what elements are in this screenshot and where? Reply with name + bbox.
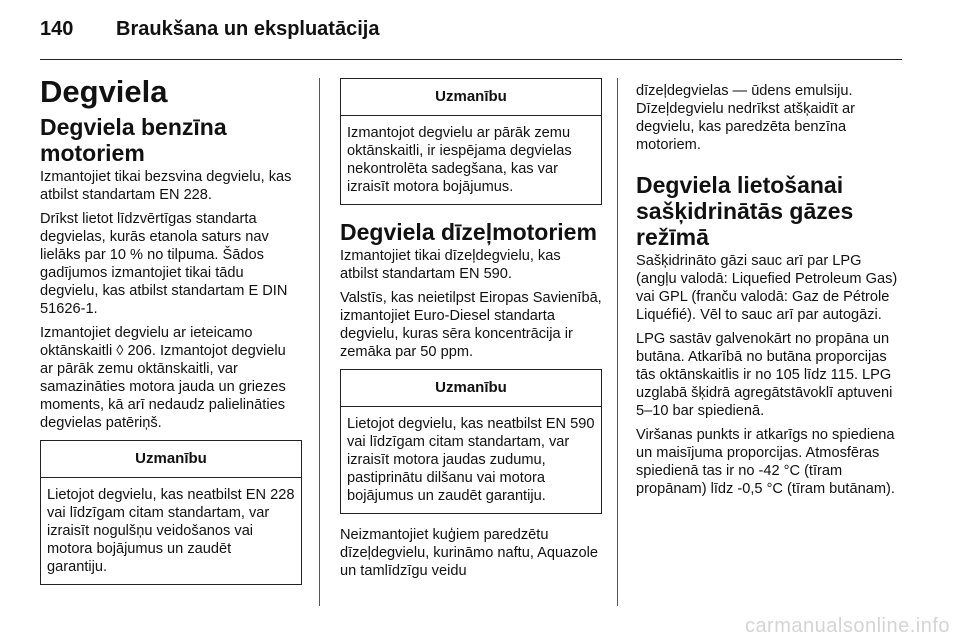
section-heading-lpg: Degviela lietošanai sašķidrinātās gāzes režīmā — [636, 172, 854, 250]
paragraph: Valstīs, kas neietilpst Eiropas Savienībā, izmantojiet Euro-Diesel standarta degvielu, kuras sēra koncentrācija ir zemāka par 50 ppm. — [340, 290, 602, 360]
chapter-title: Degviela — [40, 74, 168, 109]
column-divider-2 — [617, 78, 618, 606]
notice-title: Uzmanību — [41, 441, 301, 478]
column-3 — [636, 82, 898, 504]
notice-box — [340, 78, 602, 205]
paragraph: Izmantojiet tikai bezsvina degvielu, kas atbilst standartam EN 228. — [40, 169, 292, 203]
notice-box — [40, 440, 302, 585]
watermark: carmanualsonline.info — [744, 615, 950, 637]
notice-text: Lietojot degvielu, kas neatbilst EN 590 vai līdzīgam citam standartam, var izraisīt motora jaudas zudumu, pastiprinātu dilšanu vai motora bojājumus un zaudēt garantiju. — [347, 416, 595, 504]
paragraph: LPG sastāv galvenokārt no propāna un butāna. Atkarībā no butāna proporcijas tās oktānskaitlis ir no 105 līdz 115. LPG uzglabā šķidrā agregātstāvoklī aptuveni 5–10 bar spiedienā. — [636, 331, 893, 419]
notice-title: Uzmanību — [341, 370, 601, 407]
section-title: Braukšana un ekspluatācija — [116, 18, 380, 40]
paragraph: Viršanas punkts ir atkarīgs no spiediena un maisījuma proporcijas. Atmosfēras spiedienā tas ir no -42 °C (tīram propānam) līdz -0,5 °C (tīram butānam). — [636, 427, 895, 497]
header-rule — [40, 59, 902, 60]
page-header — [40, 18, 379, 41]
section-heading-petrol: Degviela benzīna motoriem — [40, 114, 227, 166]
paragraph: Drīkst lietot līdzvērtīgas standarta degvielas, kurās etanola saturs nav lielāks par 10 % no tilpuma. Šādos gadījumos izmantojiet tikai tādu degvielu, kas atbilst standartam E DIN 51626-1. — [40, 211, 288, 317]
notice-box — [340, 369, 602, 514]
paragraph: Sašķidrināto gāzi sauc arī par LPG (angļu valodā: Liquefied Petroleum Gas) vai GPL (franču valodā: Gaz de Pétrole Liquéfié). Vēl to sauc arī par autogāzi. — [636, 253, 898, 323]
paragraph: Izmantojiet tikai dīzeļdegvielu, kas atbilst standartam EN 590. — [340, 248, 561, 282]
notice-text: Izmantojot degvielu ar pārāk zemu oktānskaitli, ir iespējama degvielas nekontrolēta sadegšana, kas var izraisīt motora bojājumus. — [347, 125, 572, 195]
column-1 — [40, 66, 302, 597]
paragraph: Izmantojiet degvielu ar ieteicamo oktānskaitli ◊ 206. Izmantojot degvielu ar pārāk zemu oktānskaitli, var samazināties motora jauda un griezes moments, kā arī nedaudz palielināties degvielas patēriņš. — [40, 325, 286, 431]
paragraph: Neizmantojiet kuģiem paredzētu dīzeļdegvielu, kurināmo naftu, Aquazole un tamlīdzīgu veidu — [340, 527, 598, 579]
column-2 — [340, 78, 602, 586]
section-heading-diesel: Degviela dīzeļmotoriem — [340, 219, 597, 245]
notice-text: Lietojot degvielu, kas neatbilst EN 228 vai līdzīgam citam standartam, var izraisīt nogulšņu veidošanos vai motora bojājumus un zaudēt garantiju. — [47, 487, 295, 575]
paragraph: dīzeļdegvielas — ūdens emulsiju. Dīzeļdegvielu nedrīkst atšķaidīt ar degvielu, kas paredzēta benzīna motoriem. — [636, 83, 856, 153]
column-divider-1 — [319, 78, 320, 606]
notice-title: Uzmanību — [341, 79, 601, 116]
page-number: 140 — [40, 18, 74, 40]
